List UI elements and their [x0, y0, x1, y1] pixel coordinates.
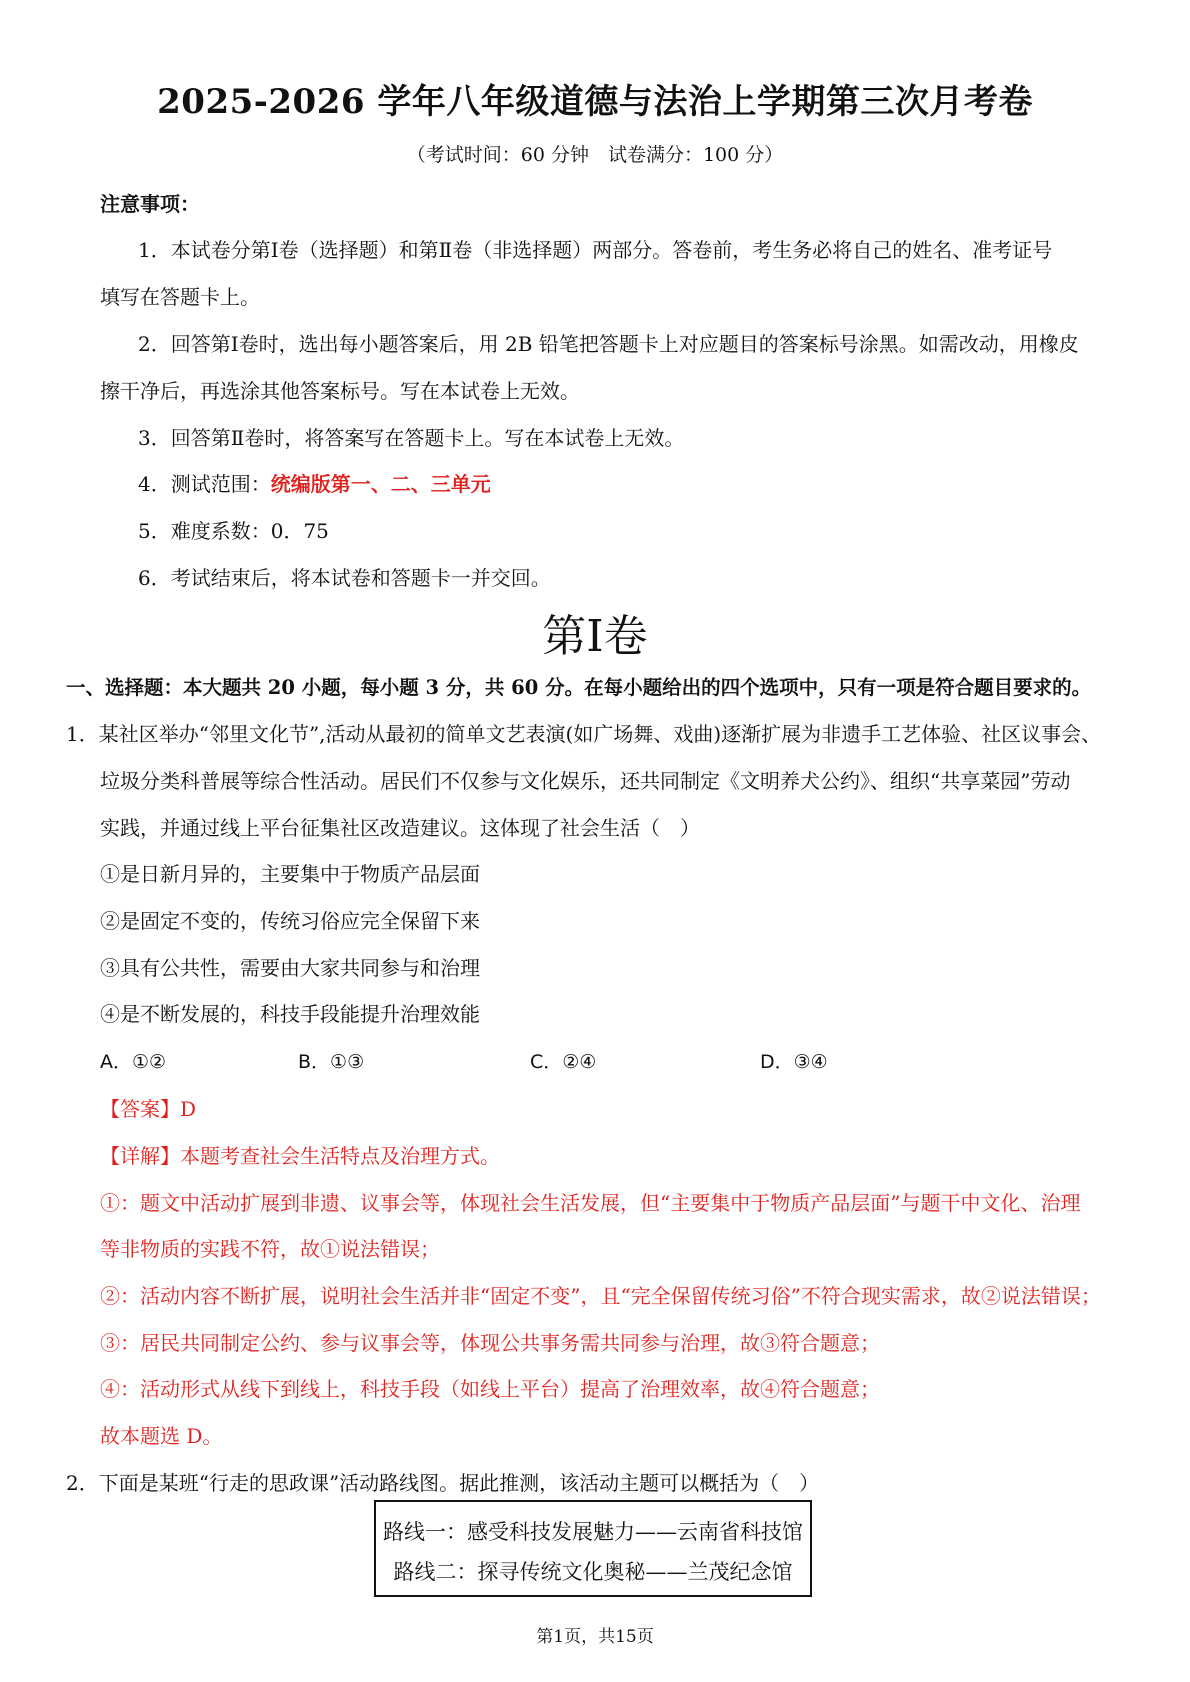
notice-item-5: 5．难度系数：0．75 — [138, 519, 329, 543]
route-line-1: 路线一：感受科技发展魅力——云南省科技馆 — [383, 1520, 803, 1544]
exam-title: 2025-2026 学年八年级道德与法治上学期第三次月考卷 — [157, 82, 1033, 122]
q1-statement-4: ④是不断发展的，科技手段能提升治理效能 — [100, 1002, 480, 1026]
q1-answer: 【答案】D — [100, 1097, 197, 1121]
test-scope-value: 统编版第一、二、三单元 — [270, 472, 491, 496]
notice-item-2: 2．回答第Ⅰ卷时，选出每小题答案后，用 2B 铅笔把答题卡上对应题目的答案标号涂黑。如需改动，用橡皮 — [138, 332, 1079, 356]
page-footer: 第1页，共15页 — [536, 1627, 654, 1647]
q1-statement-1: ①是日新月异的，主要集中于物质产品层面 — [100, 862, 480, 886]
q1-detail-1-cont: 等非物质的实践不符，故①说法错误； — [100, 1237, 440, 1261]
route-box — [374, 1500, 812, 1597]
notice-item-6: 6．考试结束后，将本试卷和答题卡一并交回。 — [138, 566, 551, 590]
q1-statement-3: ③具有公共性，需要由大家共同参与和治理 — [100, 956, 480, 980]
q1-stem-line1: 1．某社区举办“邻里文化节”,活动从最初的简单文艺表演(如广场舞、戏曲)逐渐扩展为非遗手工艺体验、社区议事会、 — [66, 722, 1102, 746]
q1-conclusion: 故本题选 D。 — [100, 1424, 223, 1448]
q1-stem-line2: 垃圾分类科普展等综合性活动。居民们不仅参与文化娱乐，还共同制定《文明养犬公约》、组织“共享菜园”劳动 — [100, 769, 1071, 793]
exam-subtitle: （考试时间：60 分钟 试卷满分：100 分） — [406, 144, 784, 166]
q1-option-c: C．②④ — [530, 1051, 597, 1073]
notice-heading: 注意事项： — [100, 192, 200, 216]
q1-detail-4: ④：活动形式从线下到线上，科技手段（如线上平台）提高了治理效率，故④符合题意； — [100, 1377, 880, 1401]
q1-detail-3: ③：居民共同制定公约、参与议事会等，体现公共事务需共同参与治理，故③符合题意； — [100, 1331, 880, 1355]
q2-stem: 2．下面是某班“行走的思政课”活动路线图。据此推测，该活动主题可以概括为（ ） — [66, 1471, 820, 1495]
q1-stem-line3: 实践，并通过线上平台征集社区改造建议。这体现了社会生活（ ） — [100, 816, 700, 840]
route-line-2: 路线二：探寻传统文化奥秘——兰茂纪念馆 — [393, 1560, 793, 1584]
q1-option-b: B．①③ — [298, 1051, 365, 1073]
notice-item-3: 3．回答第Ⅱ卷时，将答案写在答题卡上。写在本试卷上无效。 — [138, 426, 685, 450]
notice-item-1: 1．本试卷分第Ⅰ卷（选择题）和第Ⅱ卷（非选择题）两部分。答卷前，考生务必将自己的姓名、准考证号 — [138, 238, 1053, 262]
section-instruction: 一、选择题：本大题共 20 小题，每小题 3 分，共 60 分。在每小题给出的四个选项中，只有一项是符合题目要求的。 — [66, 676, 1092, 699]
notice-item-4 — [138, 468, 491, 497]
q1-detail-1: ①：题文中活动扩展到非遗、议事会等，体现社会生活发展，但“主要集中于物质产品层面”与题干中文化、治理 — [100, 1191, 1081, 1215]
q1-option-a: A．①② — [100, 1051, 167, 1073]
notice-item-4-label: 4．测试范围： — [138, 472, 271, 496]
notice-item-2-cont: 擦干净后，再选涂其他答案标号。写在本试卷上无效。 — [100, 379, 580, 403]
q1-detail-heading: 【详解】本题考查社会生活特点及治理方式。 — [100, 1144, 500, 1168]
q1-option-d: D．③④ — [760, 1051, 828, 1073]
notice-item-1-cont: 填写在答题卡上。 — [100, 285, 260, 309]
q1-statement-2: ②是固定不变的，传统习俗应完全保留下来 — [100, 909, 480, 933]
section-title: 第Ⅰ卷 — [542, 611, 648, 662]
q1-detail-2: ②：活动内容不断扩展，说明社会生活并非“固定不变”，且“完全保留传统习俗”不符合现实需求，故②说法错误； — [100, 1284, 1101, 1308]
